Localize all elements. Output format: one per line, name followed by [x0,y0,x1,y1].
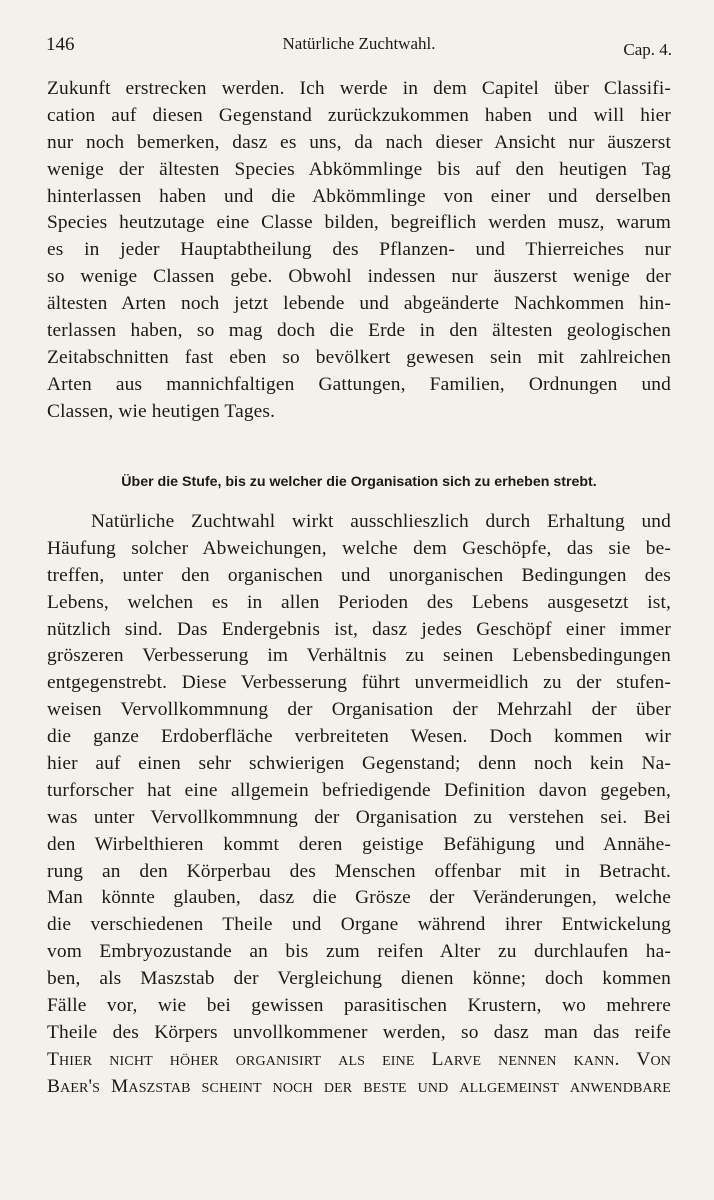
text-line: nur noch bemerken, dasz es uns, da nach dieser Ansicht nur äuszerst [47,131,671,153]
text-line: entgegenstrebt. Diese Verbesserung führt unvermeidlich zu der stufen- [47,672,671,694]
text-line: terlassen haben, so mag doch die Erde in den ältesten geologischen [47,320,671,342]
text-line: hier auf einen sehr schwierigen Gegenstand; denn noch kein Na- [47,753,671,775]
text-line: vom Embryozustande an bis zum reifen Alter zu durchlaufen ha- [47,941,671,963]
text-line: die verschiedenen Theile und Organe während ihrer Entwickelung [47,914,671,936]
text-line: wenige der ältesten Species Abkömmlinge bis auf den heutigen Tag [47,158,671,180]
text-line: Zeitabschnitten fast eben so bevölkert gewesen sein mit zahlreichen [47,346,671,368]
text-line: Species heutzutage eine Classe bilden, begreiflich werden musz, warum [47,212,671,234]
text-line: Zukunft erstrecken werden. Ich werde in dem Capitel über Classifi- [47,78,671,99]
text-line: Häufung solcher Abweichungen, welche dem Geschöpfe, das sie be- [47,537,671,559]
text-line: Arten aus mannichfaltigen Gattungen, Familien, Ordnungen und [47,373,671,395]
text-line: die ganze Erdoberfläche verbreiteten Wesen. Doch kommen wir [47,726,671,748]
text-line: treffen, unter den organischen und unorganischen Bedingungen des [47,564,671,586]
text-line: cation auf diesen Gegenstand zurückzukommen haben und will hier [47,104,671,126]
text-line: Baer's Maszstab scheint noch der beste und allgemeinst anwendbare [47,1075,671,1097]
text-line: Man könnte glauben, dasz die Grösze der Veränderungen, welche [47,887,671,909]
paragraph-1 [47,76,671,426]
text-line: gröszeren Verbesserung im Verhältnis zu seinen Lebensbedingungen [47,645,671,667]
text-line: rung an den Körperbau des Menschen offenbar mit in Betracht. [47,860,671,882]
text-line: den Wirbelthieren kommt deren geistige Befähigung und Annähe- [47,833,671,855]
text-line: es in jeder Hauptabtheilung des Pflanzen- und Thierreiches nur [47,239,671,261]
text-line: Classen, wie heutigen Tages. [47,400,276,422]
text-line: weisen Vervollkommnung der Organisation der Mehrzahl der über [47,699,671,721]
text-line: ältesten Arten noch jetzt lebende und abgeänderte Nachkommen hin- [47,293,671,315]
running-title: Natürliche Zuchtwahl. [282,34,436,53]
page-number: 146 [46,34,75,55]
section-heading: Über die Stufe, bis zu welcher die Organisation sich zu erheben strebt. [121,474,597,490]
text-line: was unter Vervollkommnung der Organisation zu verstehen sei. Bei [47,806,671,828]
text-line: so wenige Classen gebe. Obwohl indessen nur äuszerst wenige der [47,266,671,288]
paragraph-2 [47,509,671,1101]
text-line: Fälle vor, wie bei gewissen parasitischen Krustern, wo mehrere [47,995,671,1017]
text-line: Thier nicht höher organisirt als eine Larve nennen kann. Von [47,1048,671,1070]
text-line: Lebens, welchen es in allen Perioden des Lebens ausgesetzt ist, [47,591,671,613]
chapter-label: Cap. 4. [623,40,672,59]
text-line: turforscher hat eine allgemein befriedigende Definition davon gegeben, [47,779,671,801]
text-line: ben, als Maszstab der Vergleichung dienen könne; doch kommen [47,968,671,990]
running-head [46,34,672,62]
text-line: nützlich sind. Das Endergebnis ist, dasz jedes Geschöpf einer immer [47,618,671,640]
text-line: Natürliche Zuchtwahl wirkt ausschlieszlich durch Erhaltung und [91,511,671,532]
text-line: hinterlassen haben und die Abkömmlinge von einer und derselben [47,185,671,207]
text-line: Theile des Körpers unvollkommener werden, so dasz man das reife [47,1021,671,1043]
